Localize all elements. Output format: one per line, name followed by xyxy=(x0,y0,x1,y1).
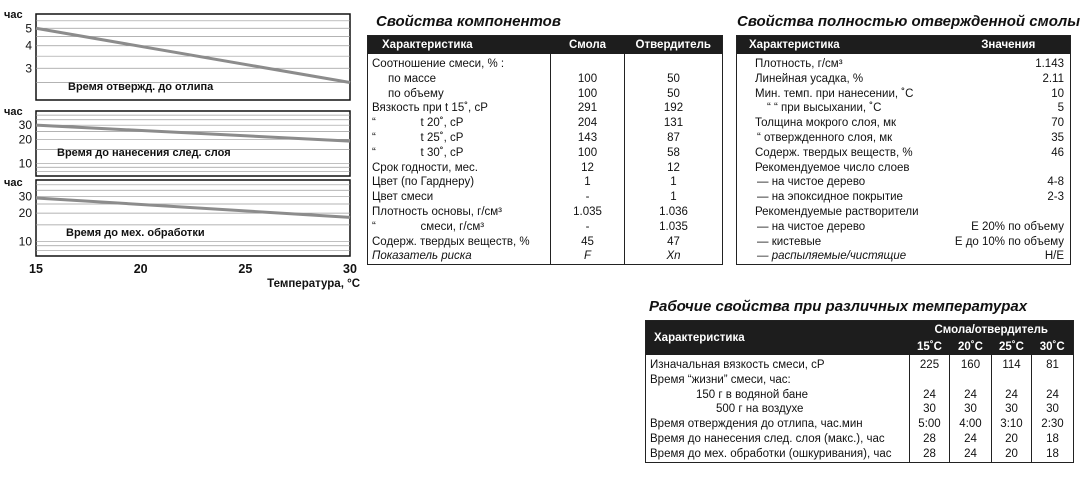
y-tick-label: 3 xyxy=(25,61,32,76)
temp-value: 30 xyxy=(950,402,992,417)
hardener-value: 1.036 xyxy=(625,205,723,220)
x-axis-title: Температура, °C xyxy=(267,278,360,290)
row-label: — на эпоксидное покрытие xyxy=(757,191,903,204)
table-row xyxy=(737,190,1071,205)
row-label: Показатель риска xyxy=(372,250,472,263)
col-header-temp: 30˚C xyxy=(1032,339,1074,355)
temp-value: 18 xyxy=(1032,432,1074,447)
temp-value: 24 xyxy=(950,432,992,447)
row-label: — на чистое дерево xyxy=(757,220,866,233)
resin-value: - xyxy=(551,220,625,235)
temp-value: 28 xyxy=(910,432,950,447)
value: 46 xyxy=(1051,146,1064,159)
y-tick-label: 30 xyxy=(18,189,32,204)
value xyxy=(947,205,1071,220)
row-label: Мин. темп. при нанесении, ˚C xyxy=(755,87,914,100)
y-unit-label: час xyxy=(4,9,23,21)
table-row xyxy=(737,131,1071,146)
row-label: по массе xyxy=(388,72,437,85)
row-label: Время до нанесения след. слоя (макс.), час xyxy=(650,432,885,445)
table-row xyxy=(368,54,723,72)
temp-value: 30 xyxy=(1032,402,1074,417)
x-tick-label: 15 xyxy=(29,262,43,276)
col-header-temp: 25˚C xyxy=(992,339,1032,355)
temp-value: 160 xyxy=(950,355,992,373)
row-label: Цвет смеси xyxy=(372,191,434,204)
value: 1.143 xyxy=(1035,58,1064,70)
y-tick-label: 5 xyxy=(25,21,32,36)
resin-value: 100 xyxy=(551,87,625,102)
table-row xyxy=(368,101,723,116)
temp-value: 30 xyxy=(910,402,950,417)
row-label: Время отверждения до отлипа, час.мин xyxy=(650,418,863,431)
table-row xyxy=(368,235,723,250)
resin-value: 143 xyxy=(551,131,625,146)
y-tick-label: 10 xyxy=(18,156,32,171)
hardener-value: 192 xyxy=(625,101,723,116)
temp-value: 20 xyxy=(992,447,1032,462)
hardener-value: 12 xyxy=(625,161,723,176)
x-tick-label: 25 xyxy=(238,262,253,276)
temp-value: 24 xyxy=(950,447,992,462)
table-row xyxy=(646,402,1074,417)
table-row xyxy=(737,220,1071,235)
table-row xyxy=(368,146,723,161)
working-table xyxy=(645,320,1074,463)
chart-caption: Время до нанесения след. слоя xyxy=(57,147,231,159)
resin-value: 1.035 xyxy=(551,205,625,220)
x-tick-label: 20 xyxy=(133,262,148,276)
temp-value xyxy=(1032,373,1074,388)
table-row xyxy=(737,175,1071,190)
row-label: Изначальная вязкость смеси, cP xyxy=(650,359,825,371)
chart-caption: Время отвержд. до отлипа xyxy=(68,81,214,93)
table-row xyxy=(737,249,1071,264)
row-label: “ t 25˚, cP xyxy=(372,131,464,144)
hardener-value: 131 xyxy=(625,116,723,131)
table-row xyxy=(737,101,1071,116)
table-row xyxy=(368,175,723,190)
table-row xyxy=(646,355,1074,373)
row-label: Время “жизни” смеси, час: xyxy=(650,373,791,386)
col-header-hardener: Отвердитель xyxy=(625,36,723,55)
table-row xyxy=(646,388,1074,403)
table-row xyxy=(737,116,1071,131)
resin-value: F xyxy=(551,249,625,264)
row-label: “ отвержденного слоя, мк xyxy=(757,131,893,144)
resin-value: 100 xyxy=(551,72,625,87)
value: E 20% по объему xyxy=(971,220,1064,233)
resin-value: 1 xyxy=(551,175,625,190)
table-row xyxy=(737,161,1071,176)
table-row xyxy=(737,205,1071,220)
value: E до 10% по объему xyxy=(954,235,1064,248)
row-label: по объему xyxy=(388,87,444,100)
row-label: “ “ при высыхании, ˚C xyxy=(767,102,882,115)
row-label: Срок годности, мес. xyxy=(372,161,478,174)
row-label: — на чистое дерево xyxy=(757,176,866,189)
hardener-value: 50 xyxy=(625,72,723,87)
hardener-value: 1.035 xyxy=(625,220,723,235)
temp-value: 18 xyxy=(1032,447,1074,462)
table-row xyxy=(737,235,1071,250)
row-label: “ смеси, г/см³ xyxy=(372,220,485,233)
col-header-resin: Смола xyxy=(551,36,625,55)
temp-value: 28 xyxy=(910,447,950,462)
resin-value: 12 xyxy=(551,161,625,176)
table-row xyxy=(646,417,1074,432)
working-title: Рабочие свойства при различных температурах xyxy=(649,298,1028,315)
row-label: “ t 30˚, cP xyxy=(372,146,464,159)
table-row xyxy=(737,72,1071,87)
y-tick-label: 20 xyxy=(18,132,32,147)
hardener-value: 47 xyxy=(625,235,723,250)
y-tick-label: 20 xyxy=(18,206,32,221)
x-tick-label: 30 xyxy=(343,262,357,276)
resin-value: 45 xyxy=(551,235,625,250)
temp-value: 20 xyxy=(992,432,1032,447)
row-label: Рекомендуемые растворители xyxy=(755,205,919,218)
row-label: Время до мех. обработки (ошкуривания), час xyxy=(650,447,892,460)
table-row xyxy=(646,432,1074,447)
value: 10 xyxy=(1051,87,1064,100)
row-label: Содерж. твердых веществ, % xyxy=(755,146,913,159)
temp-value: 114 xyxy=(992,355,1032,373)
row-label: — распыляемые/чистящие xyxy=(757,250,907,263)
y-tick-label: 30 xyxy=(18,118,32,133)
temp-value: 2:30 xyxy=(1032,417,1074,432)
row-label: “ t 20˚, cP xyxy=(372,117,464,130)
value: 70 xyxy=(1051,117,1064,130)
col-header-characteristic: Характеристика xyxy=(646,321,910,356)
resin-value xyxy=(551,54,625,72)
row-label: Линейная усадка, % xyxy=(755,72,864,85)
hardener-value: 1 xyxy=(625,175,723,190)
cured-title: Свойства полностью отвержденной смолы xyxy=(737,13,1081,30)
components-table xyxy=(367,35,723,265)
temp-value: 5:00 xyxy=(910,417,950,432)
row-label: Плотность, г/см³ xyxy=(755,58,843,70)
table-row xyxy=(646,447,1074,462)
temp-value: 3:10 xyxy=(992,417,1032,432)
table-row xyxy=(368,190,723,205)
value: 5 xyxy=(1057,102,1064,115)
temp-value xyxy=(992,373,1032,388)
row-label: Соотношение смеси, % : xyxy=(372,58,505,70)
row-label: Содерж. твердых веществ, % xyxy=(372,235,530,248)
row-label: Толщина мокрого слоя, мк xyxy=(755,117,897,130)
resin-value: 204 xyxy=(551,116,625,131)
chart-caption: Время до мех. обработки xyxy=(66,227,205,239)
temp-value: 225 xyxy=(910,355,950,373)
value: 2.11 xyxy=(1042,72,1064,85)
row-label: Вязкость при t 15˚, cP xyxy=(372,102,488,115)
value xyxy=(947,161,1071,176)
resin-value: 100 xyxy=(551,146,625,161)
hardener-value: 50 xyxy=(625,87,723,102)
y-tick-label: 10 xyxy=(18,234,32,249)
table-row xyxy=(368,131,723,146)
chart-frame xyxy=(36,180,350,256)
hardener-value: 58 xyxy=(625,146,723,161)
temp-value: 4:00 xyxy=(950,417,992,432)
temp-value: 30 xyxy=(992,402,1032,417)
value: 2-3 xyxy=(1047,191,1064,204)
table-row xyxy=(646,373,1074,388)
temp-value: 24 xyxy=(1032,388,1074,403)
temp-value xyxy=(910,373,950,388)
hardener-value: 87 xyxy=(625,131,723,146)
row-label: 500 г на воздухе xyxy=(716,403,804,416)
col-header-characteristic: Характеристика xyxy=(737,36,947,55)
table-row xyxy=(368,116,723,131)
table-row xyxy=(737,87,1071,102)
temp-value: 24 xyxy=(950,388,992,403)
value: H/E xyxy=(1044,250,1064,263)
col-header-values: Значения xyxy=(947,36,1071,55)
table-row xyxy=(368,220,723,235)
cured-table xyxy=(736,35,1071,265)
hardener-value xyxy=(625,54,723,72)
table-row xyxy=(737,146,1071,161)
resin-value: 291 xyxy=(551,101,625,116)
hardener-value: 1 xyxy=(625,190,723,205)
resin-value: - xyxy=(551,190,625,205)
col-header-characteristic: Характеристика xyxy=(368,36,551,55)
temperature-charts xyxy=(0,0,370,300)
table-row xyxy=(368,72,723,87)
row-label: 150 г в водяной бане xyxy=(696,388,808,401)
table-row xyxy=(368,249,723,264)
row-label: Рекомендуемое число слоев xyxy=(755,161,910,174)
row-label: Плотность основы, г/см³ xyxy=(372,205,502,218)
table-row xyxy=(368,205,723,220)
col-header-temp: 20˚C xyxy=(950,339,992,355)
row-label: — кистевые xyxy=(757,235,822,248)
chart-frame xyxy=(36,111,350,176)
temp-value xyxy=(950,373,992,388)
col-header-group: Смола/отвердитель xyxy=(910,321,1074,340)
value: 35 xyxy=(1051,131,1064,144)
y-unit-label: час xyxy=(4,106,23,118)
row-label: Цвет (по Гарднеру) xyxy=(372,176,475,189)
temp-value: 24 xyxy=(992,388,1032,403)
components-title: Свойства компонентов xyxy=(376,13,561,30)
col-header-temp: 15˚C xyxy=(910,339,950,355)
table-row xyxy=(368,87,723,102)
temp-value: 24 xyxy=(910,388,950,403)
temp-value: 81 xyxy=(1032,355,1074,373)
y-unit-label: час xyxy=(4,177,23,189)
y-tick-label: 4 xyxy=(25,38,32,53)
value: 4-8 xyxy=(1047,176,1064,189)
table-row xyxy=(737,54,1071,72)
hardener-value: Xn xyxy=(625,249,723,264)
table-row xyxy=(368,161,723,176)
